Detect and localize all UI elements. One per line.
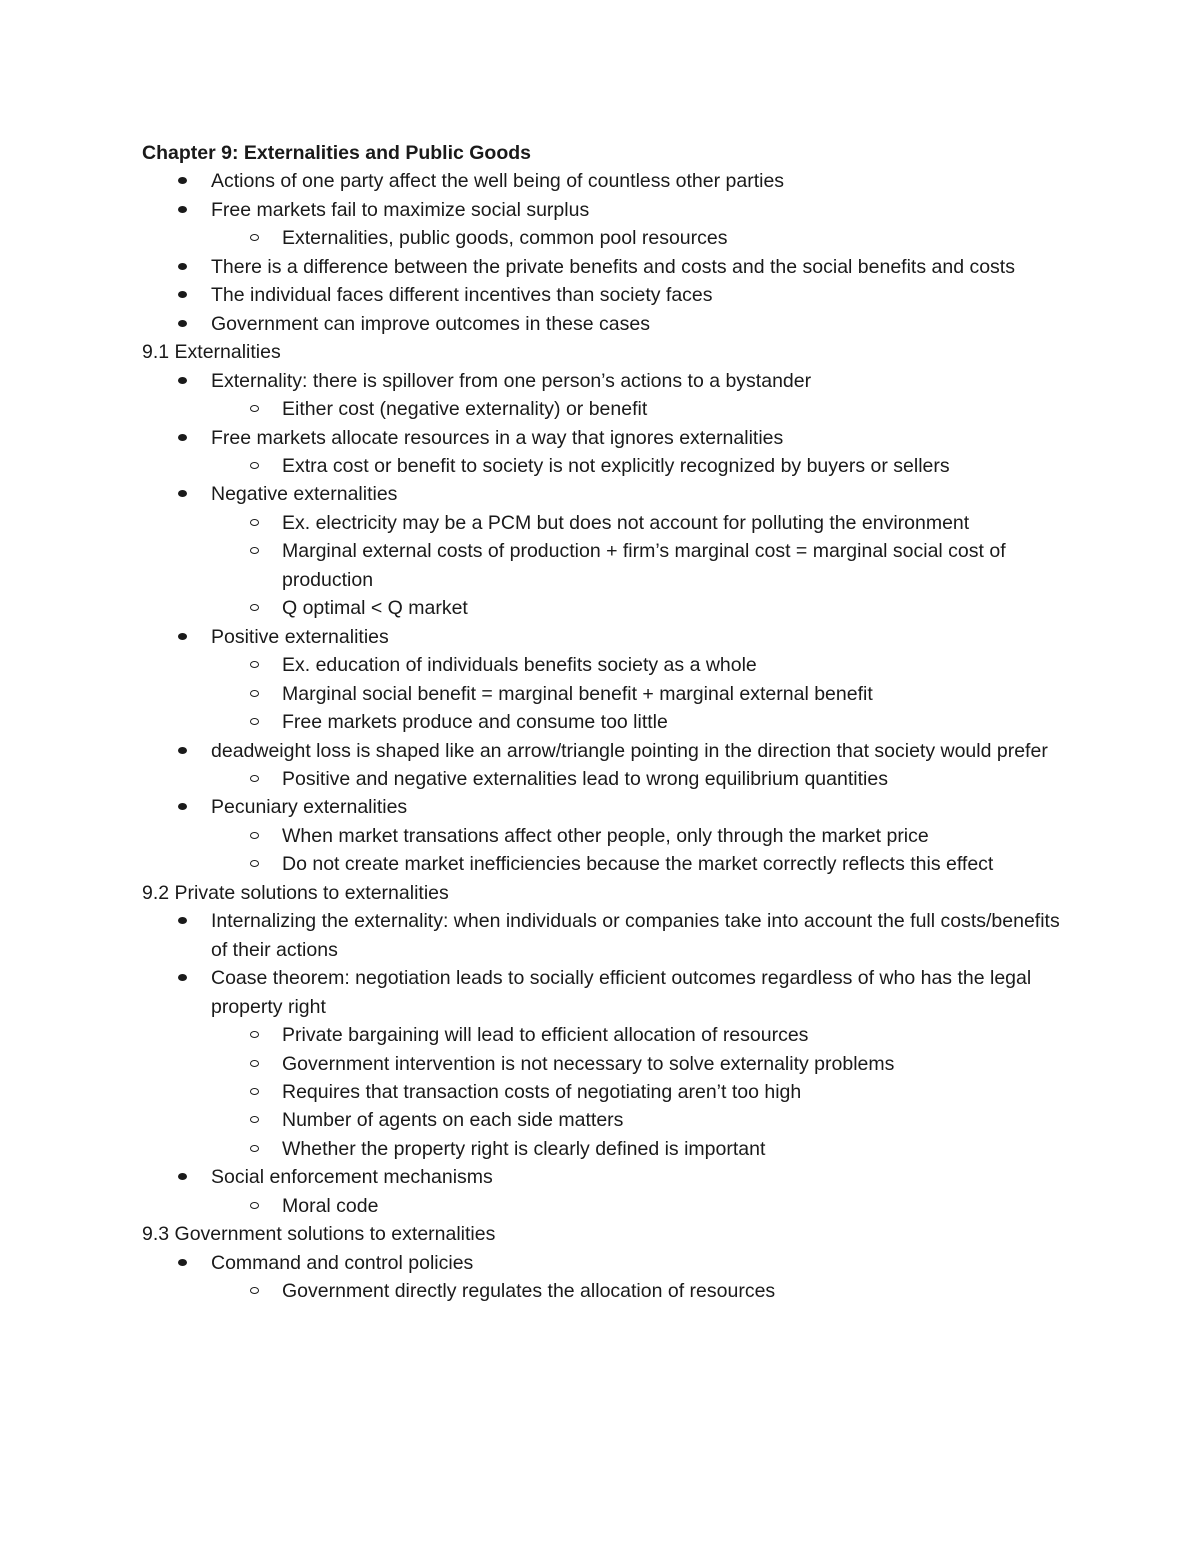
list-item	[142, 964, 1072, 1021]
list-item	[142, 196, 1072, 224]
list-item	[142, 793, 1072, 821]
bullet-icon	[178, 320, 187, 327]
sub-list-item-text: Government intervention is not necessary to solve externality problems	[282, 1052, 895, 1075]
list-item-text: Government can improve outcomes in these cases	[211, 312, 650, 335]
sub-list-item	[142, 850, 1072, 878]
sub-list-item	[142, 1135, 1072, 1163]
sub-list-item-text: Number of agents on each side matters	[282, 1109, 624, 1132]
section-title: 9.2 Private solutions to externalities	[142, 881, 449, 904]
sub-list-item-text: Whether the property right is clearly defined is important	[282, 1137, 766, 1160]
list-item-text: Externality: there is spillover from one person’s actions to a bystander	[211, 369, 812, 392]
list-item	[142, 367, 1072, 395]
document-content	[142, 139, 1072, 1306]
circle-bullet-icon	[250, 718, 259, 725]
sub-list-item-text: Marginal social benefit = marginal benefit + marginal external benefit	[282, 682, 873, 705]
list-item-text: The individual faces different incentives than society faces	[211, 284, 713, 307]
list-item	[142, 253, 1072, 281]
sub-list-item	[142, 395, 1072, 423]
sub-list-item	[142, 1050, 1072, 1078]
list-item-text: Social enforcement mechanisms	[211, 1166, 493, 1189]
sub-list-item	[142, 651, 1072, 679]
circle-bullet-icon	[250, 604, 259, 611]
sub-list-item	[142, 680, 1072, 708]
list-item-text: Free markets allocate resources in a way that ignores externalities	[211, 426, 784, 449]
sub-list-item-text: Ex. electricity may be a PCM but does not account for polluting the environment	[282, 511, 970, 534]
sub-list-item	[142, 537, 1072, 594]
bullet-icon	[178, 434, 187, 441]
section-list	[142, 907, 1072, 1220]
list-item	[142, 1249, 1072, 1277]
sub-list-item-text: Do not create market inefficiencies because the market correctly reflects this effect	[282, 853, 994, 876]
circle-bullet-icon	[250, 860, 259, 867]
bullet-icon	[178, 377, 187, 384]
circle-bullet-icon	[250, 234, 259, 241]
sub-list-item-text: Private bargaining will lead to efficient allocation of resources	[282, 1024, 809, 1047]
sub-list-item-text: Externalities, public goods, common pool resources	[282, 227, 728, 250]
circle-bullet-icon	[250, 1031, 259, 1038]
bullet-icon	[178, 490, 187, 497]
sub-list-item	[142, 765, 1072, 793]
bullet-icon	[178, 291, 187, 298]
list-item	[142, 907, 1072, 964]
sub-list-item	[142, 708, 1072, 736]
list-item	[142, 167, 1072, 195]
sub-list-item-text: Extra cost or benefit to society is not explicitly recognized by buyers or sellers	[282, 454, 950, 477]
section-title: 9.1 Externalities	[142, 341, 281, 364]
section-title: 9.3 Government solutions to externalities	[142, 1223, 496, 1246]
list-item	[142, 480, 1072, 508]
sub-list-item	[142, 1021, 1072, 1049]
list-item	[142, 310, 1072, 338]
sub-list-item	[142, 822, 1072, 850]
sub-list-item	[142, 1078, 1072, 1106]
bullet-icon	[178, 633, 187, 640]
circle-bullet-icon	[250, 547, 259, 554]
sub-list-item-text: Either cost (negative externality) or benefit	[282, 398, 648, 421]
sub-list-item-text: Q optimal < Q market	[282, 597, 468, 620]
list-item-text: There is a difference between the private benefits and costs and the social benefits and costs	[211, 255, 1015, 278]
sub-list-item-text: Requires that transaction costs of negotiating aren’t too high	[282, 1080, 802, 1103]
list-item	[142, 623, 1072, 651]
circle-bullet-icon	[250, 462, 259, 469]
sub-list-item	[142, 1106, 1072, 1134]
circle-bullet-icon	[250, 690, 259, 697]
circle-bullet-icon	[250, 1088, 259, 1095]
list-item-text: Command and control policies	[211, 1251, 474, 1274]
list-item-text: deadweight loss is shaped like an arrow/triangle pointing in the direction that society would prefer	[211, 739, 1048, 762]
bullet-icon	[178, 803, 187, 810]
sub-list-item	[142, 594, 1072, 622]
sub-list-item	[142, 1277, 1072, 1305]
section-list	[142, 1249, 1072, 1306]
list-item	[142, 737, 1072, 765]
section-list	[142, 367, 1072, 879]
list-item-text: Positive externalities	[211, 625, 389, 648]
circle-bullet-icon	[250, 661, 259, 668]
list-item-text: Free markets fail to maximize social surplus	[211, 198, 590, 221]
bullet-icon	[178, 206, 187, 213]
list-item-text: Negative externalities	[211, 483, 398, 506]
bullet-icon	[178, 747, 187, 754]
chapter-heading: Chapter 9: Externalities and Public Goods	[142, 142, 532, 164]
circle-bullet-icon	[250, 519, 259, 526]
intro-list	[142, 167, 1072, 338]
sub-list-item	[142, 224, 1072, 252]
sub-list-item-text: Moral code	[282, 1194, 379, 1217]
circle-bullet-icon	[250, 1202, 259, 1209]
sub-list-item	[142, 1192, 1072, 1220]
circle-bullet-icon	[250, 1116, 259, 1123]
bullet-icon	[178, 1259, 187, 1266]
sub-list-item-text: Government directly regulates the allocation of resources	[282, 1280, 776, 1303]
bullet-icon	[178, 177, 187, 184]
sections-container	[142, 338, 1072, 1305]
circle-bullet-icon	[250, 1287, 259, 1294]
circle-bullet-icon	[250, 405, 259, 412]
list-item-text: Internalizing the externality: when individuals or companies take into account the full costs/benefits of their actions	[211, 910, 1060, 961]
circle-bullet-icon	[250, 832, 259, 839]
list-item-text: Coase theorem: negotiation leads to socially efficient outcomes regardless of who has the legal property right	[211, 967, 1032, 1018]
bullet-icon	[178, 974, 187, 981]
list-item-text: Actions of one party affect the well being of countless other parties	[211, 170, 785, 193]
bullet-icon	[178, 917, 187, 924]
sub-list-item	[142, 452, 1072, 480]
sub-list-item-text: Marginal external costs of production + firm’s marginal cost = marginal social cost of production	[282, 540, 1006, 591]
sub-list-item-text: Free markets produce and consume too little	[282, 711, 668, 734]
list-item-text: Pecuniary externalities	[211, 796, 408, 819]
bullet-icon	[178, 263, 187, 270]
list-item	[142, 281, 1072, 309]
list-item	[142, 1163, 1072, 1191]
circle-bullet-icon	[250, 1145, 259, 1152]
circle-bullet-icon	[250, 775, 259, 782]
sub-list-item-text: Ex. education of individuals benefits society as a whole	[282, 654, 757, 677]
bullet-icon	[178, 1173, 187, 1180]
sub-list-item-text: When market transations affect other people, only through the market price	[282, 824, 929, 847]
sub-list-item-text: Positive and negative externalities lead to wrong equilibrium quantities	[282, 767, 888, 790]
circle-bullet-icon	[250, 1060, 259, 1067]
sub-list-item	[142, 509, 1072, 537]
list-item	[142, 424, 1072, 452]
